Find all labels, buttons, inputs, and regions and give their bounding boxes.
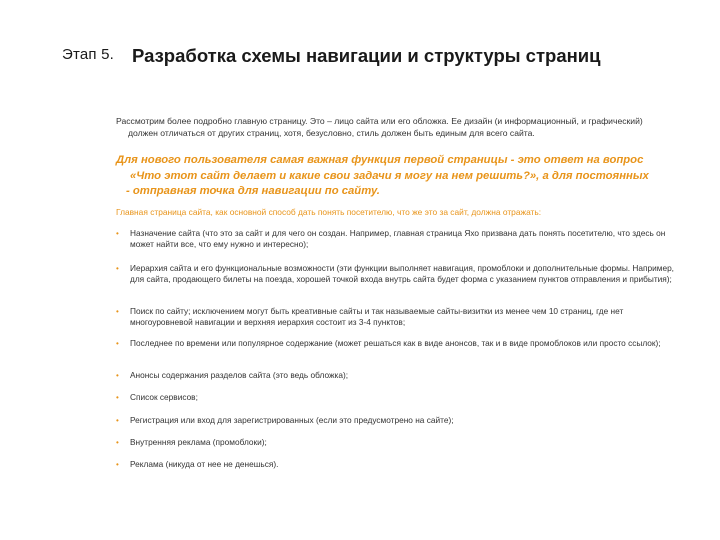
intro-line-1: Рассмотрим более подробно главную страницу. Это – лицо сайта или его обложка. Ее дизайн (и информационный, и графический) — [116, 116, 643, 126]
slide-title: Разработка схемы навигации и структуры страниц — [132, 45, 601, 66]
list-item-text: Поиск по сайту; исключением могут быть креативные сайты и так называемые сайты-визитки из менее чем 10 страниц, где нет многоуровневой навигации и верхняя иерархия состоит из 3-4 пунктов; — [130, 306, 624, 327]
list-item — [116, 437, 686, 448]
highlight-line-1: Для нового пользователя самая важная функция первой страницы - это ответ на вопрос — [116, 154, 644, 166]
list-item-text: Реклама (никуда от нее не денешься). — [130, 459, 279, 469]
stage-label: Этап 5. — [62, 46, 115, 63]
list-item — [116, 459, 686, 470]
list-item — [116, 415, 686, 426]
bullet-marker: • — [116, 371, 119, 380]
list-item-text: Иерархия сайта и его функциональные возможности (эти функции выполняет навигация, промоблоки и дополнительные формы. Например, для сайта, продающего билеты на поезда, хорошей точкой входа внутрь сайта будет форма с указанием пунктов отправления и прибытия); — [130, 263, 674, 284]
list-item-text: Список сервисов; — [130, 392, 198, 402]
intro-line-2: должен отличаться от других страниц, хотя, безусловно, стиль должен быть единым для всего сайта. — [128, 127, 535, 138]
list-item-text: Внутренняя реклама (промоблоки); — [130, 437, 267, 447]
bullet-marker: • — [116, 416, 119, 425]
bullet-marker: • — [116, 264, 119, 273]
list-item-text: Последнее по времени или популярное содержание (может решаться как в виде анонсов, так и в виде промоблоков или просто ссылок); — [130, 338, 661, 348]
list-item — [116, 392, 686, 403]
list-item-text: Назначение сайта (что это за сайт и для чего он создан. Например, главная страница Яхо призвана дать понять посетителю, что здесь он может найти все, что ему нужно и интересно); — [130, 228, 666, 249]
highlight-line-3: - отправная точка для навигации по сайту. — [126, 185, 380, 197]
bullet-marker: • — [116, 307, 119, 316]
list-item — [116, 370, 686, 381]
list-item-text: Регистрация или вход для зарегистрированных (если это предусмотрено на сайте); — [130, 415, 454, 425]
highlight-line-2: «Что этот сайт делает и какие свои задачи я могу на нем решить?», а для постоянных — [130, 169, 649, 182]
highlight-quote — [116, 153, 688, 200]
bullet-marker: • — [116, 229, 119, 238]
bullet-marker: • — [116, 438, 119, 447]
list-item — [116, 228, 686, 250]
list-item-text: Анонсы содержания разделов сайта (это ведь обложка); — [130, 370, 349, 380]
reflect-heading: Главная страница сайта, как основной способ дать понять посетителю, что же это за сайт, должна отражать: — [116, 207, 542, 217]
list-item — [116, 263, 686, 285]
list-item — [116, 306, 686, 328]
intro-paragraph — [116, 116, 676, 139]
bullet-marker: • — [116, 393, 119, 402]
bullet-marker: • — [116, 460, 119, 469]
bullet-marker: • — [116, 339, 119, 348]
list-item — [116, 338, 686, 349]
